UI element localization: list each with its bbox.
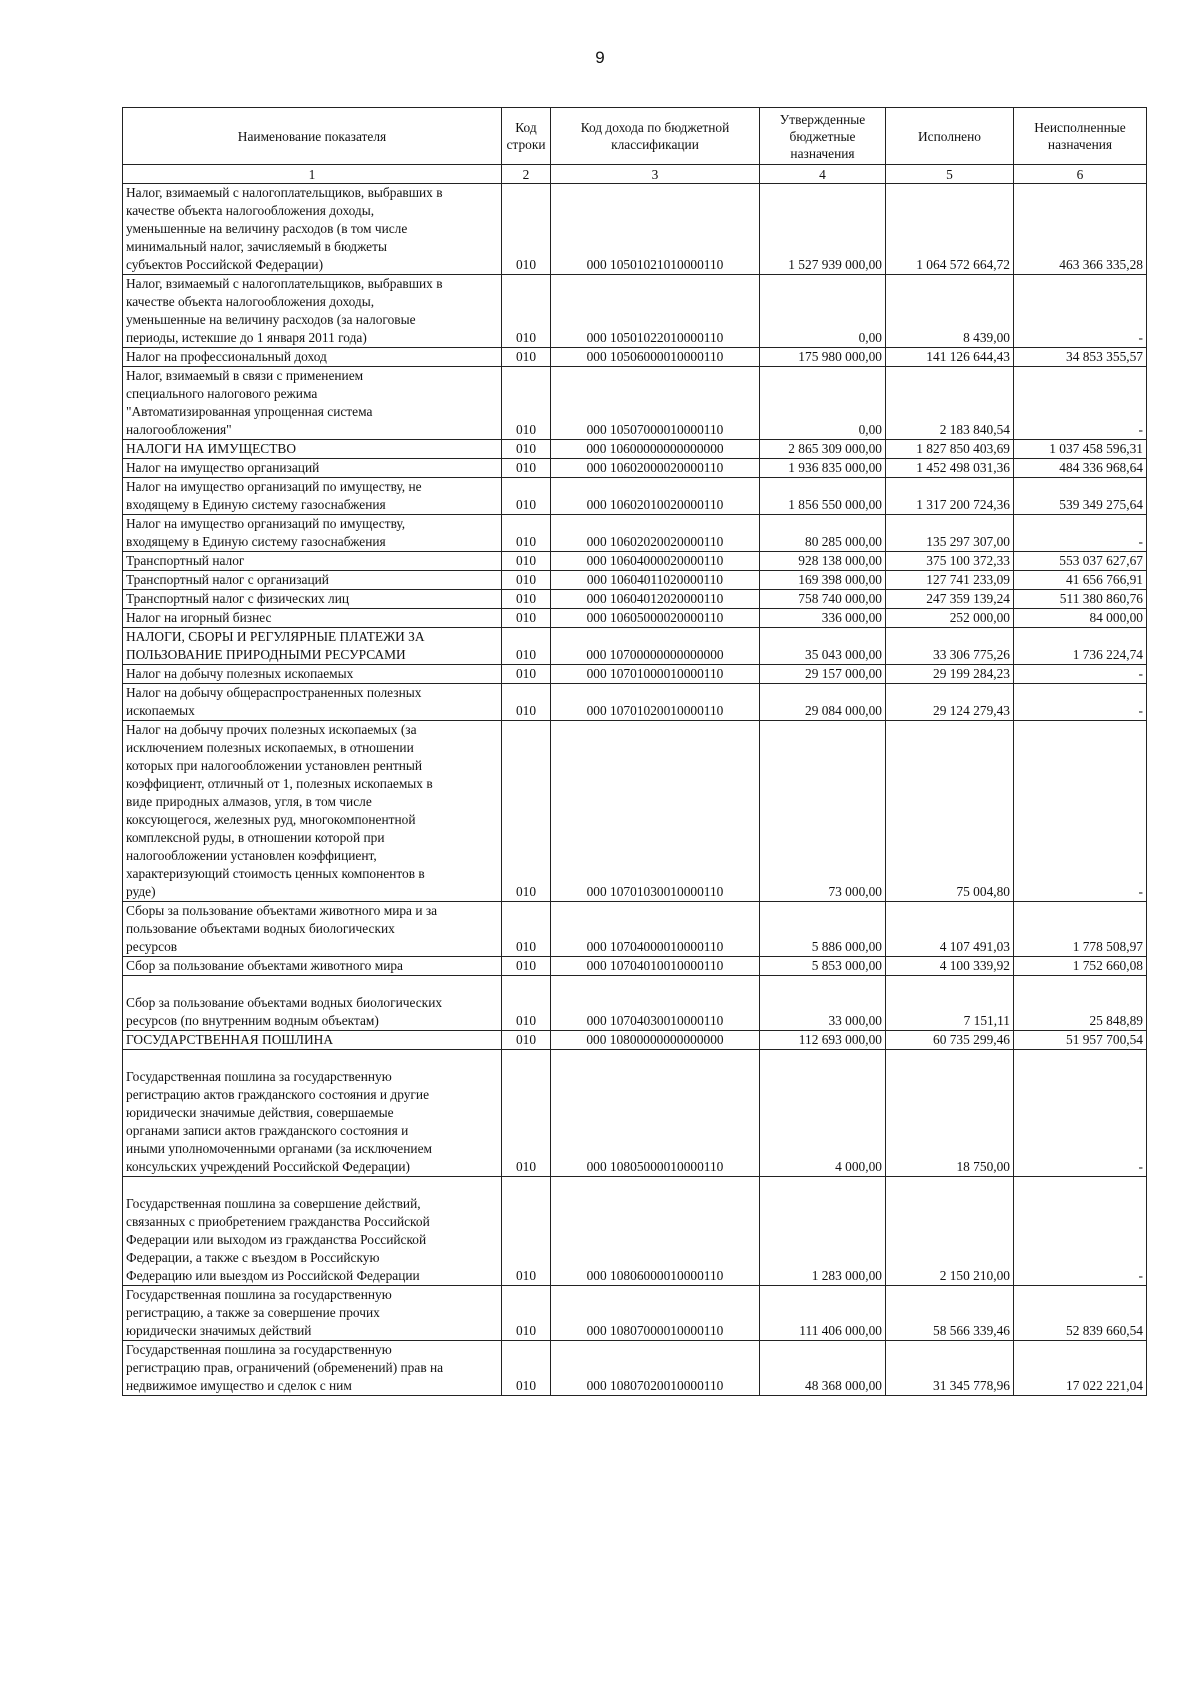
indicator-name: Транспортный налог с физических лиц <box>123 590 502 609</box>
executed-amount: 247 359 139,24 <box>886 590 1014 609</box>
row-code: 010 <box>502 275 551 348</box>
indicator-name: Сборы за пользование объектами животного мира и за пользование объектами водных биологических ресурсов <box>123 902 502 957</box>
column-number: 1 <box>123 165 502 184</box>
unexecuted-amount: 511 380 860,76 <box>1014 590 1147 609</box>
indicator-name: Налог, взимаемый с налогоплательщиков, выбравших в качестве объекта налогообложения доходы, уменьшенные на величину расходов (в том числе минимальный налог, зачисляемый в бюджеты субъектов Российской Федерации) <box>123 184 502 275</box>
header-row-code: Код строки <box>502 108 551 165</box>
executed-amount: 4 107 491,03 <box>886 902 1014 957</box>
table-row <box>123 275 1147 348</box>
row-code: 010 <box>502 478 551 515</box>
indicator-name: Налог на имущество организаций по имуществу, не входящему в Единую систему газоснабжения <box>123 478 502 515</box>
indicator-name: Государственная пошлина за государственную регистрацию актов гражданского состояния и другие юридически значимые действия, совершаемые органами записи актов гражданского состояния и иными уполномоченными органами (за исключением консульских учреждений Российской Федерации) <box>123 1050 502 1177</box>
table-row <box>123 459 1147 478</box>
unexecuted-amount: 484 336 968,64 <box>1014 459 1147 478</box>
income-code: 000 10604012020000110 <box>551 590 760 609</box>
indicator-name: Налог на имущество организаций по имуществу, входящему в Единую систему газоснабжения <box>123 515 502 552</box>
row-code: 010 <box>502 515 551 552</box>
approved-amount: 336 000,00 <box>760 609 886 628</box>
approved-amount: 111 406 000,00 <box>760 1286 886 1341</box>
income-code: 000 10807020010000110 <box>551 1341 760 1396</box>
unexecuted-amount: 25 848,89 <box>1014 976 1147 1031</box>
approved-amount: 5 886 000,00 <box>760 902 886 957</box>
income-code: 000 10700000000000000 <box>551 628 760 665</box>
column-number: 6 <box>1014 165 1147 184</box>
row-code: 010 <box>502 1341 551 1396</box>
table-row <box>123 1031 1147 1050</box>
income-code: 000 10604011020000110 <box>551 571 760 590</box>
executed-amount: 8 439,00 <box>886 275 1014 348</box>
header-unexecuted: Неисполненные назначения <box>1014 108 1147 165</box>
unexecuted-amount: 1 037 458 596,31 <box>1014 440 1147 459</box>
table-row <box>123 478 1147 515</box>
executed-amount: 29 199 284,23 <box>886 665 1014 684</box>
header-indicator-name: Наименование показателя <box>123 108 502 165</box>
row-code: 010 <box>502 590 551 609</box>
table-row <box>123 348 1147 367</box>
indicator-name: Налог на добычу общераспространенных полезных ископаемых <box>123 684 502 721</box>
table-row <box>123 184 1147 275</box>
unexecuted-amount: 51 957 700,54 <box>1014 1031 1147 1050</box>
indicator-name: НАЛОГИ НА ИМУЩЕСТВО <box>123 440 502 459</box>
income-code: 000 10501022010000110 <box>551 275 760 348</box>
unexecuted-amount: - <box>1014 721 1147 902</box>
page-number: 9 <box>595 48 605 67</box>
executed-amount: 1 827 850 403,69 <box>886 440 1014 459</box>
row-code: 010 <box>502 1031 551 1050</box>
income-code: 000 10704010010000110 <box>551 957 760 976</box>
approved-amount: 73 000,00 <box>760 721 886 902</box>
unexecuted-amount: - <box>1014 1177 1147 1286</box>
table-row <box>123 902 1147 957</box>
income-code: 000 10701030010000110 <box>551 721 760 902</box>
row-code: 010 <box>502 721 551 902</box>
unexecuted-amount: 1 778 508,97 <box>1014 902 1147 957</box>
indicator-name: Налог на добычу полезных ископаемых <box>123 665 502 684</box>
income-code: 000 10704000010000110 <box>551 902 760 957</box>
table-body <box>123 184 1147 1396</box>
unexecuted-amount: - <box>1014 684 1147 721</box>
indicator-name: Государственная пошлина за совершение действий, связанных с приобретением гражданства Российской Федерации или выходом из гражданства Российской Федерации, а также с въездом в Российскую Федерацию или выездом из Российской Федерации <box>123 1177 502 1286</box>
indicator-name: Налог на игорный бизнес <box>123 609 502 628</box>
row-code: 010 <box>502 552 551 571</box>
executed-amount: 1 064 572 664,72 <box>886 184 1014 275</box>
row-code: 010 <box>502 1286 551 1341</box>
income-code: 000 10807000010000110 <box>551 1286 760 1341</box>
approved-amount: 1 856 550 000,00 <box>760 478 886 515</box>
income-code: 000 10806000010000110 <box>551 1177 760 1286</box>
column-number: 4 <box>760 165 886 184</box>
executed-amount: 33 306 775,26 <box>886 628 1014 665</box>
executed-amount: 60 735 299,46 <box>886 1031 1014 1050</box>
executed-amount: 75 004,80 <box>886 721 1014 902</box>
income-code: 000 10506000010000110 <box>551 348 760 367</box>
table-row <box>123 440 1147 459</box>
table-row <box>123 515 1147 552</box>
unexecuted-amount: 52 839 660,54 <box>1014 1286 1147 1341</box>
approved-amount: 758 740 000,00 <box>760 590 886 609</box>
row-code: 010 <box>502 684 551 721</box>
income-code: 000 10701020010000110 <box>551 684 760 721</box>
executed-amount: 58 566 339,46 <box>886 1286 1014 1341</box>
table-row <box>123 1341 1147 1396</box>
indicator-name: Сбор за пользование объектами животного мира <box>123 957 502 976</box>
income-code: 000 10602010020000110 <box>551 478 760 515</box>
indicator-name: Налог на профессиональный доход <box>123 348 502 367</box>
income-code: 000 10605000020000110 <box>551 609 760 628</box>
row-code: 010 <box>502 1177 551 1286</box>
budget-income-table <box>122 107 1147 1396</box>
table-row <box>123 552 1147 571</box>
income-code: 000 10800000000000000 <box>551 1031 760 1050</box>
table-row <box>123 1286 1147 1341</box>
income-code: 000 10602020020000110 <box>551 515 760 552</box>
unexecuted-amount: - <box>1014 665 1147 684</box>
row-code: 010 <box>502 609 551 628</box>
row-code: 010 <box>502 1050 551 1177</box>
unexecuted-amount: - <box>1014 275 1147 348</box>
indicator-name: Налог на имущество организаций <box>123 459 502 478</box>
executed-amount: 1 452 498 031,36 <box>886 459 1014 478</box>
executed-amount: 135 297 307,00 <box>886 515 1014 552</box>
executed-amount: 2 183 840,54 <box>886 367 1014 440</box>
approved-amount: 4 000,00 <box>760 1050 886 1177</box>
executed-amount: 1 317 200 724,36 <box>886 478 1014 515</box>
row-code: 010 <box>502 976 551 1031</box>
indicator-name: Налог, взимаемый в связи с применением специального налогового режима "Автоматизированная упрощенная система налогообложения" <box>123 367 502 440</box>
approved-amount: 29 157 000,00 <box>760 665 886 684</box>
unexecuted-amount: 34 853 355,57 <box>1014 348 1147 367</box>
indicator-name: Транспортный налог <box>123 552 502 571</box>
row-code: 010 <box>502 440 551 459</box>
approved-amount: 1 936 835 000,00 <box>760 459 886 478</box>
unexecuted-amount: 1 752 660,08 <box>1014 957 1147 976</box>
executed-amount: 252 000,00 <box>886 609 1014 628</box>
approved-amount: 29 084 000,00 <box>760 684 886 721</box>
executed-amount: 29 124 279,43 <box>886 684 1014 721</box>
income-code: 000 10805000010000110 <box>551 1050 760 1177</box>
approved-amount: 0,00 <box>760 275 886 348</box>
row-code: 010 <box>502 628 551 665</box>
table-row <box>123 665 1147 684</box>
row-code: 010 <box>502 348 551 367</box>
header-income-code: Код дохода по бюджетной классификации <box>551 108 760 165</box>
executed-amount: 141 126 644,43 <box>886 348 1014 367</box>
income-code: 000 10507000010000110 <box>551 367 760 440</box>
row-code: 010 <box>502 957 551 976</box>
approved-amount: 48 368 000,00 <box>760 1341 886 1396</box>
approved-amount: 169 398 000,00 <box>760 571 886 590</box>
approved-amount: 2 865 309 000,00 <box>760 440 886 459</box>
unexecuted-amount: 41 656 766,91 <box>1014 571 1147 590</box>
unexecuted-amount: 539 349 275,64 <box>1014 478 1147 515</box>
approved-amount: 5 853 000,00 <box>760 957 886 976</box>
executed-amount: 2 150 210,00 <box>886 1177 1014 1286</box>
table-row <box>123 1177 1147 1286</box>
unexecuted-amount: 1 736 224,74 <box>1014 628 1147 665</box>
executed-amount: 7 151,11 <box>886 976 1014 1031</box>
income-code: 000 10501021010000110 <box>551 184 760 275</box>
table-row <box>123 721 1147 902</box>
table-header-row <box>123 108 1147 165</box>
income-code: 000 10600000000000000 <box>551 440 760 459</box>
unexecuted-amount: 84 000,00 <box>1014 609 1147 628</box>
row-code: 010 <box>502 459 551 478</box>
row-code: 010 <box>502 184 551 275</box>
approved-amount: 80 285 000,00 <box>760 515 886 552</box>
approved-amount: 1 527 939 000,00 <box>760 184 886 275</box>
table-row <box>123 571 1147 590</box>
header-approved: Утвержденные бюджетные назначения <box>760 108 886 165</box>
column-number: 3 <box>551 165 760 184</box>
approved-amount: 112 693 000,00 <box>760 1031 886 1050</box>
approved-amount: 0,00 <box>760 367 886 440</box>
executed-amount: 18 750,00 <box>886 1050 1014 1177</box>
table-row <box>123 367 1147 440</box>
executed-amount: 375 100 372,33 <box>886 552 1014 571</box>
column-number-row <box>123 165 1147 184</box>
income-code: 000 10701000010000110 <box>551 665 760 684</box>
approved-amount: 175 980 000,00 <box>760 348 886 367</box>
executed-amount: 4 100 339,92 <box>886 957 1014 976</box>
row-code: 010 <box>502 367 551 440</box>
table-row <box>123 976 1147 1031</box>
row-code: 010 <box>502 571 551 590</box>
income-code: 000 10604000020000110 <box>551 552 760 571</box>
table-row <box>123 684 1147 721</box>
table-row <box>123 609 1147 628</box>
indicator-name: Сбор за пользование объектами водных биологических ресурсов (по внутренним водным объектам) <box>123 976 502 1031</box>
executed-amount: 127 741 233,09 <box>886 571 1014 590</box>
row-code: 010 <box>502 902 551 957</box>
income-code: 000 10602000020000110 <box>551 459 760 478</box>
unexecuted-amount: - <box>1014 367 1147 440</box>
indicator-name: ГОСУДАРСТВЕННАЯ ПОШЛИНА <box>123 1031 502 1050</box>
indicator-name: Государственная пошлина за государственную регистрацию прав, ограничений (обременений) прав на недвижимое имущество и сделок с ним <box>123 1341 502 1396</box>
executed-amount: 31 345 778,96 <box>886 1341 1014 1396</box>
indicator-name: Налог на добычу прочих полезных ископаемых (за исключением полезных ископаемых, в отношении которых при налогообложении установлен рентный коэффициент, отличный от 1, полезных ископаемых в виде природных алмазов, угля, в том числе коксующегося, железных руд, многокомпонентной комплексной руды, в отношении которой при налогообложении установлен коэффициент, характеризующий стоимость ценных компонентов в руде) <box>123 721 502 902</box>
row-code: 010 <box>502 665 551 684</box>
indicator-name: НАЛОГИ, СБОРЫ И РЕГУЛЯРНЫЕ ПЛАТЕЖИ ЗА ПОЛЬЗОВАНИЕ ПРИРОДНЫМИ РЕСУРСАМИ <box>123 628 502 665</box>
column-number: 2 <box>502 165 551 184</box>
indicator-name: Государственная пошлина за государственную регистрацию, а также за совершение прочих юридически значимых действий <box>123 1286 502 1341</box>
unexecuted-amount: 463 366 335,28 <box>1014 184 1147 275</box>
unexecuted-amount: 17 022 221,04 <box>1014 1341 1147 1396</box>
unexecuted-amount: - <box>1014 515 1147 552</box>
header-executed: Исполнено <box>886 108 1014 165</box>
table-row <box>123 590 1147 609</box>
approved-amount: 928 138 000,00 <box>760 552 886 571</box>
table-row <box>123 628 1147 665</box>
table-row <box>123 957 1147 976</box>
income-code: 000 10704030010000110 <box>551 976 760 1031</box>
approved-amount: 1 283 000,00 <box>760 1177 886 1286</box>
table-row <box>123 1050 1147 1177</box>
unexecuted-amount: 553 037 627,67 <box>1014 552 1147 571</box>
indicator-name: Налог, взимаемый с налогоплательщиков, выбравших в качестве объекта налогообложения доходы, уменьшенные на величину расходов (за налоговые периоды, истекшие до 1 января 2011 года) <box>123 275 502 348</box>
approved-amount: 33 000,00 <box>760 976 886 1031</box>
indicator-name: Транспортный налог с организаций <box>123 571 502 590</box>
approved-amount: 35 043 000,00 <box>760 628 886 665</box>
column-number: 5 <box>886 165 1014 184</box>
unexecuted-amount: - <box>1014 1050 1147 1177</box>
